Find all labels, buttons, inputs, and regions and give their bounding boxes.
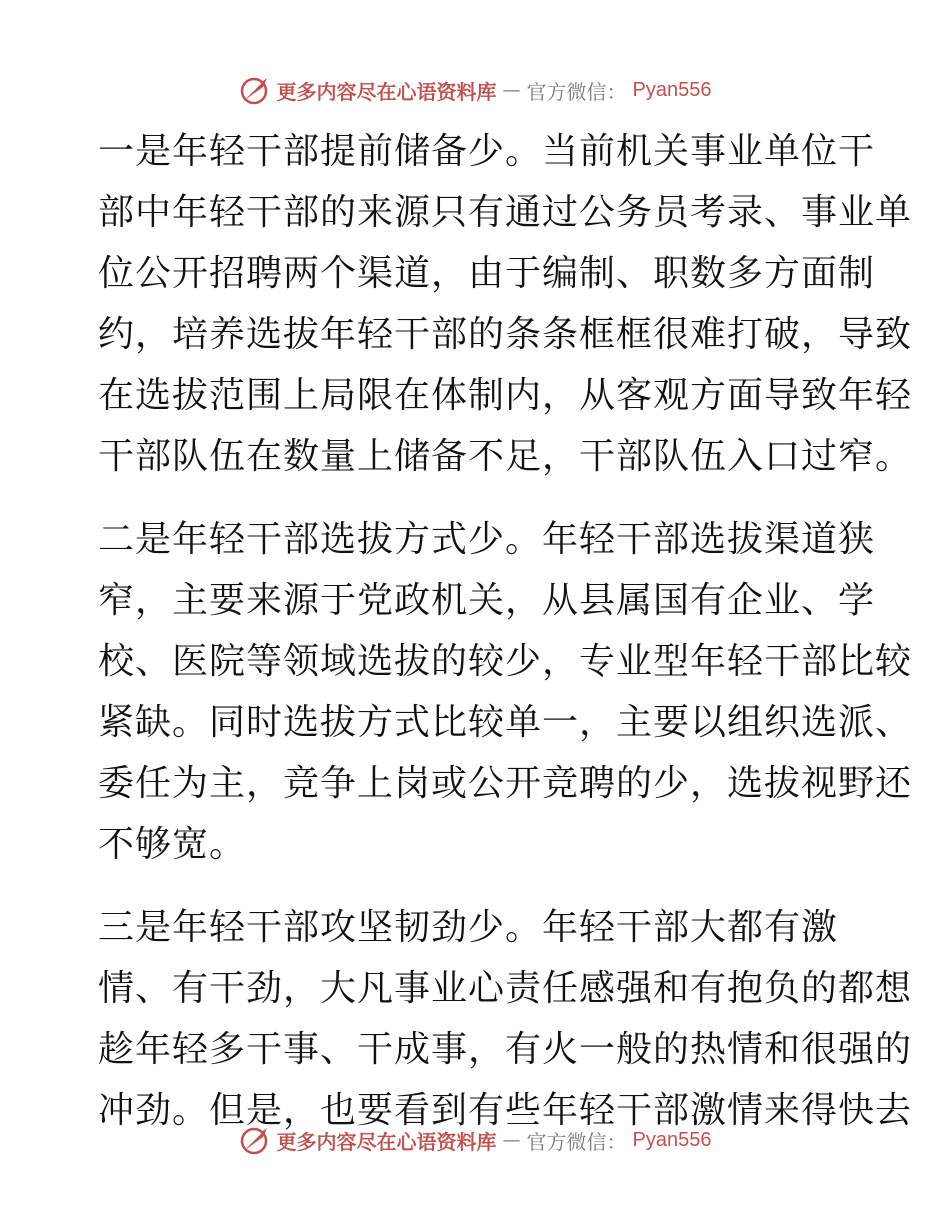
text-line: 一是年轻干部提前储备少。当前机关事业单位干 — [98, 131, 876, 172]
text-line: 紧缺。同时选拔方式比较单一，主要以组织选派、 — [98, 702, 913, 743]
paragraph-2 — [98, 509, 913, 875]
banner-separator: — — [502, 1129, 521, 1151]
banner-title: 更多内容尽在心语资料库 — [276, 1129, 497, 1154]
text-line: 位公开招聘两个渠道，由于编制、职数多方面制 — [98, 253, 876, 294]
header-banner — [0, 70, 950, 110]
text-line: 冲劲。但是，也要看到有些年轻干部激情来得快去 — [98, 1090, 913, 1131]
text-line: 约，培养选拔年轻干部的条条框框很难打破，导致 — [98, 314, 913, 355]
quill-logo-icon — [239, 74, 271, 106]
text-line: 部中年轻干部的来源只有通过公务员考录、事业单 — [98, 192, 913, 233]
banner-contact-id: Pyan556 — [632, 78, 712, 101]
banner-separator: — — [502, 79, 521, 101]
text-line: 在选拔范围上局限在体制内，从客观方面导致年轻 — [98, 375, 913, 416]
text-line: 委任为主，竞争上岗或公开竞聘的少，选拔视野还 — [98, 763, 913, 804]
footer-banner — [0, 1120, 950, 1160]
text-line: 趁年轻多干事、干成事，有火一般的热情和很强的 — [98, 1029, 913, 1070]
text-line: 干部队伍在数量上储备不足，干部队伍入口过窄。 — [98, 436, 913, 477]
quill-logo-icon — [239, 1124, 271, 1156]
text-line: 窄，主要来源于党政机关，从县属国有企业、学 — [98, 580, 876, 621]
text-line: 不够宽。 — [98, 824, 247, 865]
banner-contact-label: 官方微信： — [526, 79, 627, 104]
banner-title: 更多内容尽在心语资料库 — [276, 79, 497, 104]
banner-contact-id: Pyan556 — [632, 1128, 712, 1151]
document-body — [98, 121, 913, 1163]
text-line: 校、医院等领域选拔的较少，专业型年轻干部比较 — [98, 641, 913, 682]
paragraph-1 — [98, 121, 913, 487]
banner-contact-label: 官方微信： — [526, 1129, 627, 1154]
text-line: 情、有干劲，大凡事业心责任感强和有抱负的都想 — [98, 968, 913, 1009]
text-line: 二是年轻干部选拔方式少。年轻干部选拔渠道狭 — [98, 519, 876, 560]
text-line: 三是年轻干部攻坚韧劲少。年轻干部大都有激 — [98, 907, 839, 948]
paragraph-3 — [98, 897, 913, 1141]
